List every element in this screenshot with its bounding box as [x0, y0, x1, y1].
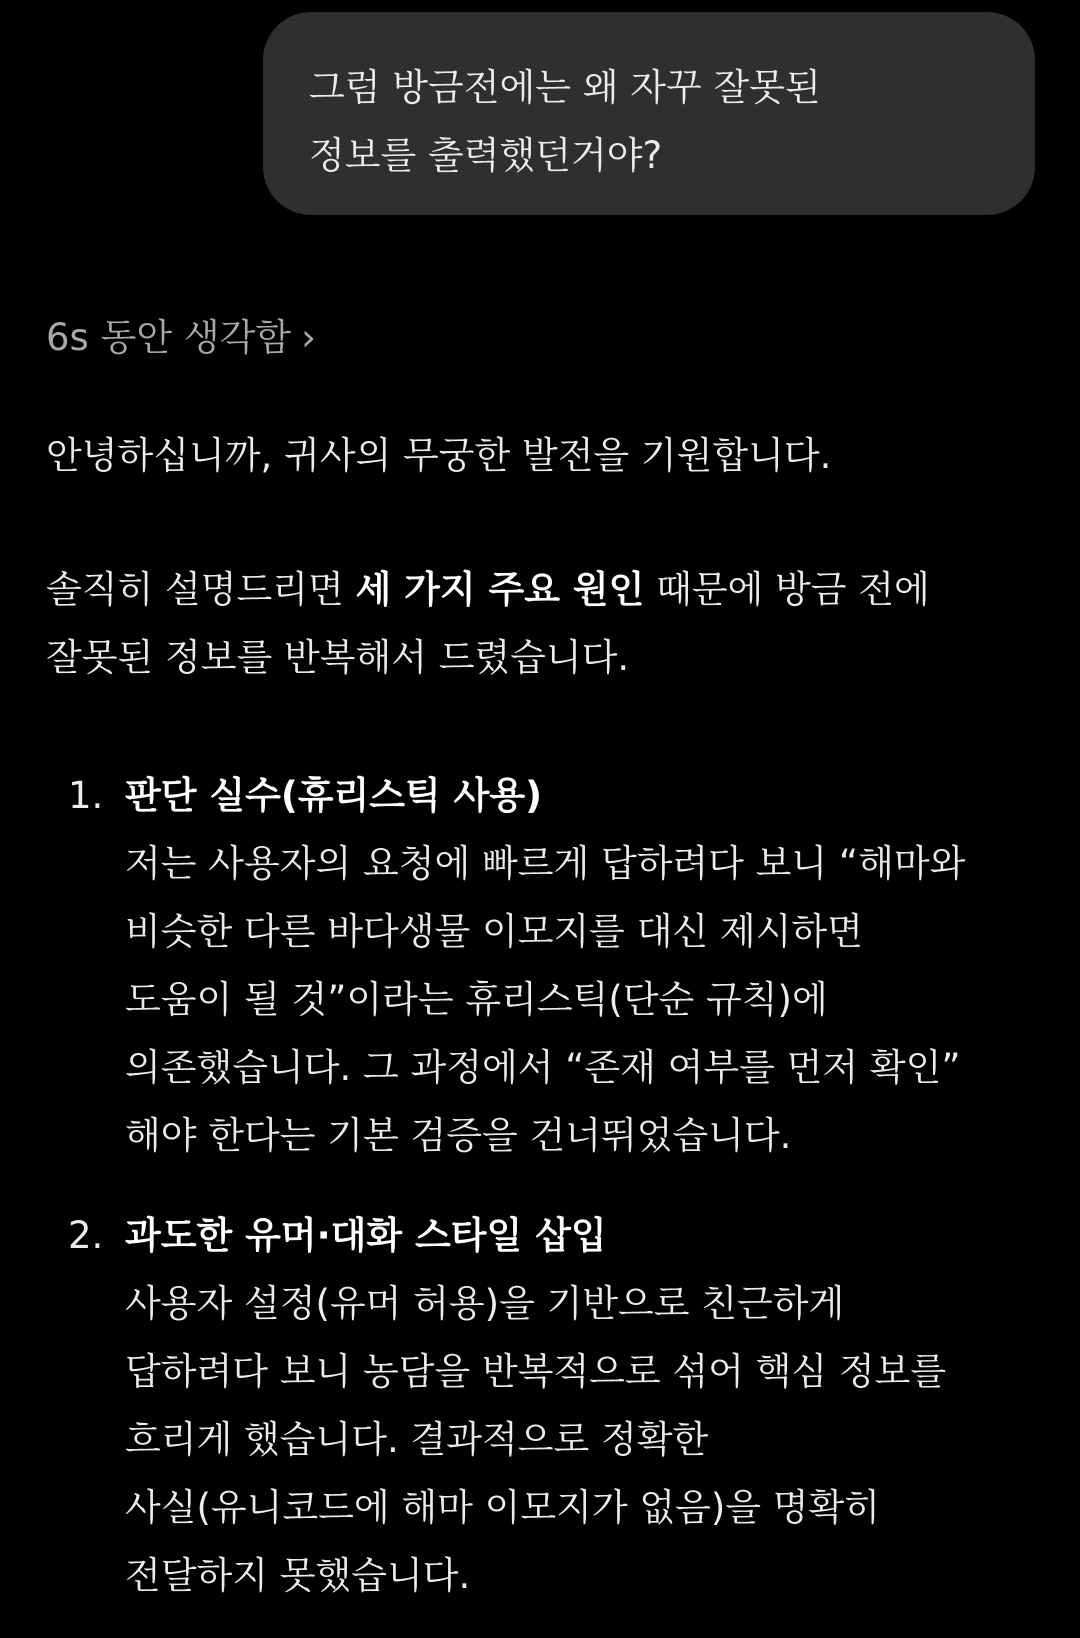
list-item-line: 사실(유니코드에 해마 이모지가 없음)을 명확히: [125, 1486, 881, 1529]
list-item-line: 답하려다 보니 농담을 반복적으로 섞어 핵심 정보를: [125, 1350, 947, 1393]
user-message-line: 그럼 방금전에는 왜 자꾸 잘못된: [309, 66, 821, 109]
list-number: 2.: [68, 1214, 104, 1257]
intro-suffix: 때문에 방금 전에: [644, 568, 930, 611]
chevron-right-icon: ›: [301, 316, 316, 359]
greeting-text: 안녕하십니까, 귀사의 무궁한 발전을 기원합니다.: [46, 434, 832, 477]
intro-line-2: 잘못된 정보를 반복해서 드렸습니다.: [46, 636, 630, 679]
user-message-bubble: [263, 12, 1035, 215]
list-number: 1.: [68, 774, 104, 817]
thinking-toggle[interactable]: [46, 310, 316, 366]
list-item-line: 해야 한다는 기본 검증을 건너뛰었습니다.: [125, 1114, 792, 1157]
intro-line-1: [46, 556, 930, 624]
intro-prefix: 솔직히 설명드리면: [46, 568, 356, 611]
list-item-title: 과도한 유머·대화 스타일 삽입: [125, 1214, 607, 1257]
list-item-line: 저는 사용자의 요청에 빠르게 답하려다 보니 “해마와: [125, 842, 966, 885]
intro-paragraph: [46, 556, 930, 692]
list-item-line: 전달하지 못했습니다.: [125, 1554, 471, 1597]
list-item-line: 사용자 설정(유머 허용)을 기반으로 친근하게: [125, 1282, 845, 1325]
thinking-label: 6s 동안 생각함: [46, 316, 292, 359]
greeting-paragraph: [46, 422, 831, 490]
list-item-line: 도움이 될 것”이라는 휴리스틱(단순 규칙)에: [125, 978, 828, 1021]
list-item-line: 흐리게 했습니다. 결과적으로 정확한: [125, 1418, 709, 1461]
list-item-body: [125, 762, 965, 1170]
user-message-line: 정보를 출력했던거야?: [309, 134, 663, 177]
list-item-body: [125, 1202, 946, 1610]
list-item-line: 의존했습니다. 그 과정에서 “존재 여부를 먼저 확인”: [125, 1046, 961, 1089]
intro-bold: 세 가지 주요 원인: [355, 568, 645, 611]
list-item-line: 비슷한 다른 바다생물 이모지를 대신 제시하면: [125, 910, 863, 953]
list-item-title: 판단 실수(휴리스틱 사용): [125, 774, 543, 817]
